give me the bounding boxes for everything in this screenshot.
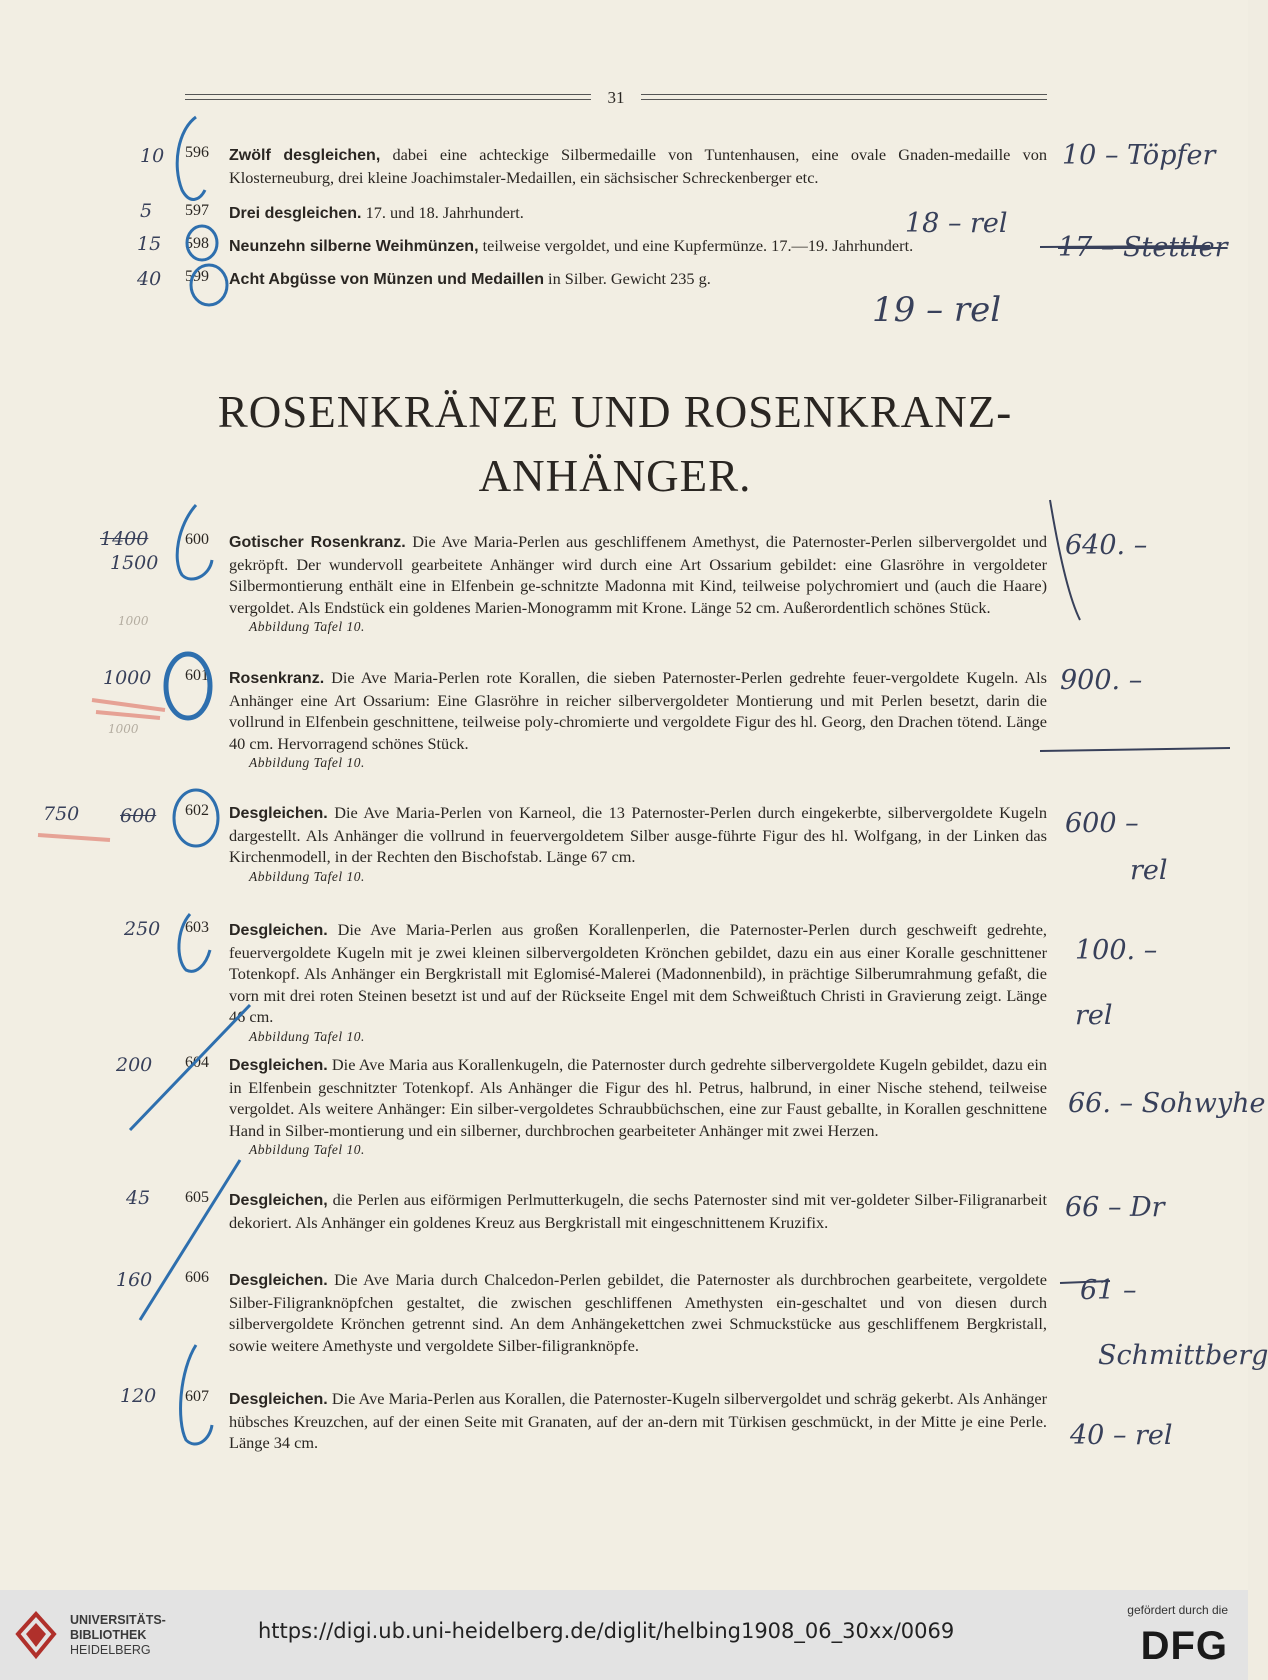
handwritten-estimate: 1000 bbox=[103, 667, 152, 689]
section-title-line2: ANHÄNGER. bbox=[478, 451, 752, 501]
lot-text: 17. und 18. Jahrhundert. bbox=[361, 203, 524, 222]
lot-number: 601 bbox=[185, 667, 209, 684]
handwritten-estimate: 250 bbox=[124, 918, 161, 940]
handwritten-price: 18 – rel bbox=[905, 208, 1008, 239]
lot-number: 598 bbox=[185, 235, 209, 252]
lot-text: Die Ave Maria-Perlen rote Korallen, die sieben Paternoster-Perlen gedrehte feuer-vergoldete Kugeln. Als Anhänger eine Art Ossarium: Eine Glasröhre in reicher silbervergoldeter Montierung und mit Perlen besetzt, darin die vollrund in Elfenbein geschnittene, teilweise poly-chromierte und vergoldete Figur des hl. Georg, den Drachen tötend. Länge 40 cm. Hervorragend schönes Stück. bbox=[229, 668, 1047, 753]
lot-description bbox=[229, 1054, 1047, 1159]
handwritten-estimate: 120 bbox=[120, 1385, 157, 1407]
lot-number: 596 bbox=[185, 144, 209, 161]
handwritten-estimate-struck: 1400 bbox=[100, 528, 149, 550]
lot-description bbox=[229, 268, 1047, 291]
header-rule-right bbox=[641, 94, 1047, 100]
lot-description bbox=[229, 919, 1047, 1046]
lot-number: 607 bbox=[185, 1388, 209, 1405]
library-name bbox=[70, 1613, 166, 1658]
lot-lead: Desgleichen, bbox=[229, 1192, 328, 1209]
dfg-logo: DFG bbox=[1140, 1624, 1228, 1668]
handwritten-price: 61 – bbox=[1080, 1275, 1137, 1306]
permalink-url[interactable]: https://digi.ub.uni-heidelberg.de/diglit/helbing1908_06_30xx/0069 bbox=[258, 1619, 955, 1643]
lot-reference: Abbildung Tafel 10. bbox=[249, 755, 365, 770]
handwritten-buyer: rel bbox=[1130, 855, 1168, 886]
lot-number: 602 bbox=[185, 802, 209, 819]
lot-description bbox=[229, 1269, 1047, 1356]
lot-lead: Desgleichen. bbox=[229, 1391, 328, 1408]
handwritten-price: 640. – bbox=[1065, 530, 1148, 561]
handwritten-price: 10 – Töpfer bbox=[1062, 140, 1216, 171]
handwritten-price: 66. – Sohwyhe bbox=[1068, 1088, 1266, 1119]
handwritten-price-struck: 17 – Stettler bbox=[1058, 232, 1228, 263]
handwritten-buyer: Schmittberg bbox=[1098, 1340, 1268, 1371]
handwritten-estimate: 750 bbox=[43, 803, 80, 825]
lot-text: Die Ave Maria-Perlen aus großen Korallenperlen, die Paternoster-Perlen durch geschweift gedrehte, feuervergoldete Kugeln mit je zwei kleinen silbervergoldeten Krönchen gebildet, dazu ein aus einer Koralle geschnittener Totenkopf. Als Anhänger ein Bergkristall mit Eglomisé-Malerei (Madonnenbild), in prächtige Silberumrahmung gefaßt, die vorn mit drei roten Steinen besetzt ist und auf der Rückseite Engel mit dem Schweißtuch Christi in Gravierung zeigt. Länge 46 cm. bbox=[229, 920, 1047, 1026]
handwritten-price: 900. – bbox=[1060, 665, 1143, 696]
handwritten-price: 600 – bbox=[1065, 808, 1139, 839]
lot-lead: Gotischer Rosenkranz. bbox=[229, 534, 406, 551]
lot-text: in Silber. Gewicht 235 g. bbox=[543, 269, 711, 288]
lot-description bbox=[229, 1388, 1047, 1454]
library-name-line: UNIVERSITÄTS- bbox=[70, 1613, 166, 1627]
digitization-footer bbox=[0, 1590, 1248, 1680]
lot-number: 597 bbox=[185, 202, 209, 219]
handwritten-price: 40 – rel bbox=[1070, 1420, 1173, 1451]
library-name-line: HEIDELBERG bbox=[70, 1643, 151, 1657]
lot-description bbox=[229, 802, 1047, 886]
lot-description bbox=[229, 144, 1047, 188]
lot-lead: Desgleichen. bbox=[229, 805, 328, 822]
library-name-line: BIBLIOTHEK bbox=[70, 1628, 147, 1642]
handwritten-estimate-struck: 600 bbox=[120, 805, 157, 827]
lot-number: 603 bbox=[185, 919, 209, 936]
handwritten-estimate: 160 bbox=[116, 1269, 153, 1291]
page-number: 31 bbox=[607, 88, 625, 107]
handwritten-price: 66 – Dr bbox=[1065, 1192, 1165, 1223]
lot-description bbox=[229, 531, 1047, 636]
lot-lead: Neunzehn silberne Weihmünzen, bbox=[229, 238, 479, 255]
lot-text: Die Ave Maria-Perlen aus geschliffenem Amethyst, die Paternoster-Perlen silbervergoldet und gekröpft. Der wundervoll gearbeitete Anhänger wird durch eine Art Ossarium gebildet: eine Glasröhre in vergoldeter Silbermontierung enthält eine in Elfenbein ge-schnitzte Madonna mit Kind, teilweise polychromiert und (auch die Haare) vergoldet. Als Endstück ein goldenes Marien-Monogramm mit Krone. Länge 52 cm. Außerordentlich schönes Stück. bbox=[229, 532, 1047, 617]
handwritten-estimate: 15 bbox=[137, 233, 162, 255]
funding-note: gefördert durch die bbox=[1127, 1603, 1228, 1617]
lot-reference: Abbildung Tafel 10. bbox=[249, 619, 365, 634]
lot-text: die Perlen aus eiförmigen Perlmutterkugeln, die sechs Paternoster sind mit ver-goldeter Silber-Filigranarbeit dekoriert. Als Anhänger ein goldenes Kreuz aus Bergkristall mit eingeschnittenem Kruzifix. bbox=[229, 1190, 1047, 1232]
lot-reference: Abbildung Tafel 10. bbox=[249, 1142, 365, 1157]
handwritten-buyer: rel bbox=[1075, 1000, 1113, 1031]
lot-lead: Desgleichen. bbox=[229, 1272, 328, 1289]
lot-description bbox=[229, 667, 1047, 772]
handwritten-price: 19 – rel bbox=[872, 290, 1002, 330]
handwritten-estimate: 200 bbox=[116, 1054, 153, 1076]
faint-pencil-note: 1000 bbox=[108, 722, 139, 736]
page-header bbox=[185, 88, 1047, 108]
library-logo-icon bbox=[14, 1610, 58, 1660]
lot-lead: Rosenkranz. bbox=[229, 670, 325, 687]
lot-reference: Abbildung Tafel 10. bbox=[249, 1028, 365, 1044]
lot-lead: Acht Abgüsse von Münzen und Medaillen bbox=[229, 271, 544, 288]
lot-number: 604 bbox=[185, 1054, 209, 1071]
handwritten-estimate: 1500 bbox=[110, 552, 159, 574]
lot-number: 606 bbox=[185, 1269, 209, 1286]
lot-description bbox=[229, 1189, 1047, 1233]
handwritten-estimate: 45 bbox=[126, 1187, 151, 1209]
handwritten-price: 100. – bbox=[1075, 935, 1158, 966]
handwritten-estimate: 10 bbox=[140, 145, 165, 167]
lot-text: Die Ave Maria durch Chalcedon-Perlen gebildet, die Paternoster als durchbrochen gearbeitete, vergoldete Silber-Filigranknöpfchen gestaltet, die zwischen geschliffenen Amethysten ein-geschaltet und von diesen durch silbervergoldete Krönchen getrennt sind. An dem Anhängekettchen zwei Schmuckstücke aus geschliffenem Bergkristall, sowie weitere Amethyste und vergoldete Silber-filigranknöpfe. bbox=[229, 1270, 1047, 1355]
section-title-line1: ROSENKRÄNZE UND ROSENKRANZ- bbox=[217, 387, 1013, 437]
section-title bbox=[150, 380, 1080, 508]
lot-reference: Abbildung Tafel 10. bbox=[249, 868, 365, 884]
lot-text: Die Ave Maria aus Korallenkugeln, die Paternoster durch gedrehte silbervergoldete Kugeln gebildet, dazu ein in Elfenbein geschnitzter Totenkopf. Als Anhänger die Figur des hl. Petrus, halbrund, in einer Nische stehend, teilweise vergoldet. Als weitere Anhänger: Ein silber-vergoldetes Schraubbüchschen, eine zur Faust geballte, in Korallen geschnittene Hand in Silber-montierung und ein silberner, durchbrochen gearbeiteter Anhänger mit zwei Herzen. bbox=[229, 1055, 1047, 1140]
lot-lead: Desgleichen. bbox=[229, 922, 328, 939]
handwritten-estimate: 40 bbox=[137, 268, 162, 290]
lot-text: Die Ave Maria-Perlen aus Korallen, die Paternoster-Kugeln silbervergoldet und schräg gekerbt. Als Anhänger hübsches Kreuzchen, auf der einen Seite mit Granaten, auf der an-dern mit Türkisen geschmückt, in der Mitte je eine Perle. Länge 34 cm. bbox=[229, 1389, 1047, 1452]
lot-lead: Zwölf desgleichen, bbox=[229, 147, 381, 164]
lot-number: 600 bbox=[185, 531, 209, 548]
lot-text: teilweise vergoldet, und eine Kupfermünze. 17.—19. Jahrhundert. bbox=[478, 236, 914, 255]
handwritten-estimate: 5 bbox=[140, 200, 153, 222]
lot-lead: Desgleichen. bbox=[229, 1057, 328, 1074]
lot-number: 605 bbox=[185, 1189, 209, 1206]
lot-number: 599 bbox=[185, 268, 209, 285]
lot-text: dabei eine achteckige Silbermedaille von Tuntenhausen, eine ovale Gnaden-medaille von Klosterneuburg, drei kleine Joachimstaler-Medaillen, ein sächsischer Schreckenberger etc. bbox=[229, 145, 1047, 187]
faint-pencil-note: 1000 bbox=[118, 614, 149, 628]
lot-text: Die Ave Maria-Perlen von Karneol, die 13 Paternoster-Perlen durch eingekerbte, silbervergoldete Kugeln dargestellt. Als Anhänger die vollrund in feuervergoldetem Silber ausge-führte Figur des hl. Wolfgang, in der Linken das Kirchenmodell, in der Rechten den Bischofstab. Länge 67 cm. bbox=[229, 803, 1047, 866]
lot-lead: Drei desgleichen. bbox=[229, 205, 362, 222]
